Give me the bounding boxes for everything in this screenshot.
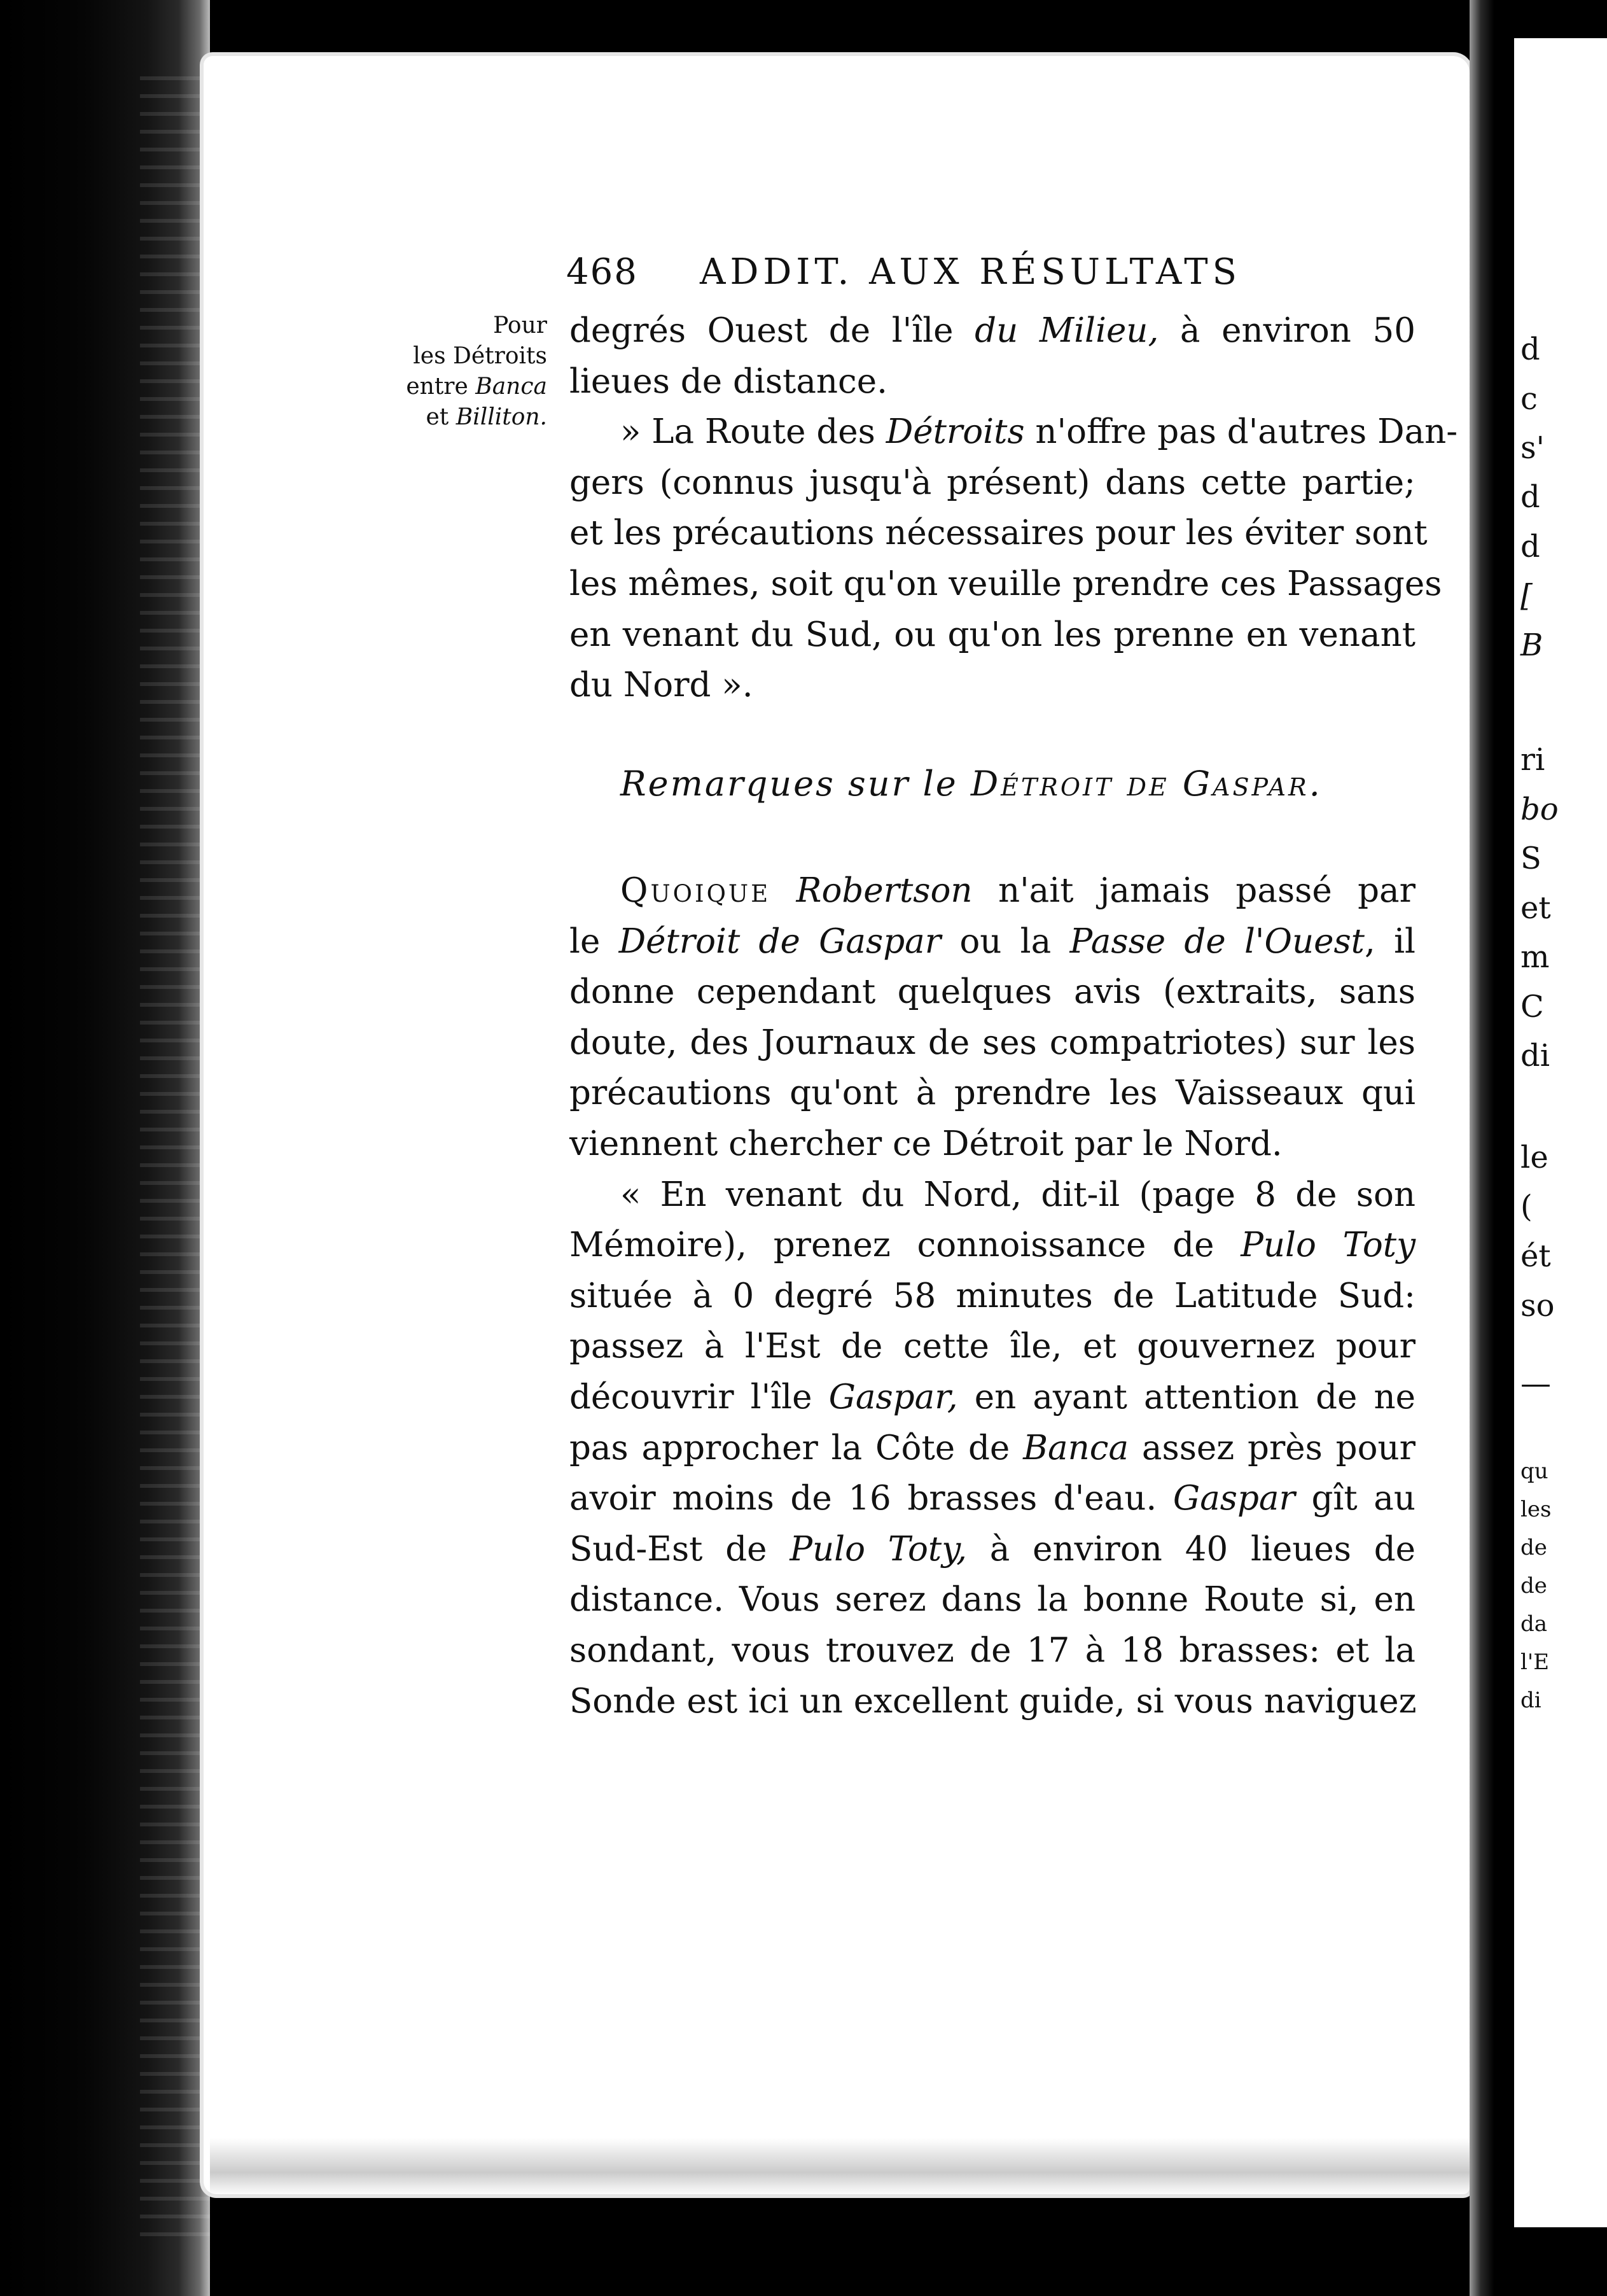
text-run: à environ 40 lieues de — [966, 1529, 1416, 1569]
text-line — [569, 1220, 1416, 1271]
text-run: ou la — [941, 921, 1070, 961]
text-run: avoir moins de 16 brasses d'eau. — [569, 1479, 1173, 1518]
text-line — [569, 865, 1416, 916]
facing-fragment: d — [1520, 529, 1540, 564]
text-line — [569, 1423, 1416, 1474]
place-name: du Milieu, — [975, 311, 1159, 350]
margin-note-place: Banca — [475, 374, 547, 400]
margin-note-line: Pour — [493, 312, 547, 339]
text-line — [569, 1473, 1416, 1524]
place-name: Gaspar, — [828, 1377, 958, 1417]
place-name: Pulo Toty, — [790, 1529, 967, 1569]
page-header — [566, 251, 1260, 296]
facing-fragment: d — [1520, 332, 1540, 367]
place-name: Banca — [1023, 1428, 1129, 1467]
text-line: située à 0 degré 58 minutes de Latitude Sud: — [569, 1276, 1416, 1315]
text-run: n'offre pas d'autres Dan- — [1024, 412, 1458, 452]
facing-fragment: — — [1520, 1366, 1551, 1401]
page-gutter — [1470, 0, 1514, 2296]
page-edge-streaks — [140, 76, 210, 2240]
facing-fragment: c — [1520, 381, 1538, 417]
text-line — [569, 1524, 1416, 1575]
margin-note-place: Billiton. — [456, 404, 547, 430]
text-run: Sud-Est de — [569, 1529, 790, 1569]
facing-fragment: d — [1520, 479, 1540, 515]
facing-fragment: B — [1520, 627, 1543, 663]
text-run: découvrir l'île — [569, 1377, 829, 1417]
text-run: n'ait jamais passé par — [972, 871, 1416, 910]
text-line: gers (connus jusqu'à présent) dans cette partie; — [569, 463, 1416, 502]
text-line: « En venant du Nord, dit-il (page 8 de son — [620, 1175, 1416, 1214]
small-caps-word: Quoique — [620, 871, 771, 910]
section-heading — [620, 764, 1377, 804]
facing-fragment: ét — [1520, 1238, 1551, 1274]
text-run: à environ 50 — [1158, 311, 1416, 350]
place-name: Passe de l'Ouest — [1069, 921, 1365, 961]
facing-fragment: m — [1520, 939, 1550, 975]
text-line: du Nord ». — [569, 666, 753, 705]
margin-note-text: et — [426, 404, 456, 430]
person-name: Robertson — [796, 871, 973, 910]
text-line: et les précautions nécessaires pour les éviter sont — [569, 514, 1428, 553]
facing-fragment: da — [1520, 1611, 1548, 1637]
page-bottom-shadow — [210, 2138, 1470, 2195]
text-line: donne cependant quelques avis (extraits, sans — [569, 972, 1416, 1012]
place-name: Pulo Toty — [1241, 1226, 1416, 1265]
margin-note-line — [388, 372, 547, 402]
facing-fragment: ( — [1520, 1189, 1533, 1224]
text-run: , il — [1364, 921, 1416, 961]
text-run: en ayant attention de ne — [957, 1377, 1416, 1417]
facing-fragment: [ — [1520, 578, 1533, 613]
text-run: » La Route des — [620, 412, 886, 452]
text-run: gît au — [1295, 1479, 1416, 1518]
text-line: distance. Vous serez dans la bonne Route si, en — [569, 1580, 1416, 1620]
text-line: en venant du Sud, ou qu'on les prenne en venant — [569, 615, 1416, 654]
body-text-bottom — [569, 865, 1416, 1726]
text-run: assez près pour — [1129, 1428, 1416, 1467]
facing-fragment: di — [1520, 1688, 1541, 1713]
text-line: les mêmes, soit qu'on veuille prendre ces Passages — [569, 564, 1442, 603]
facing-fragment: le — [1520, 1140, 1548, 1175]
facing-fragment: di — [1520, 1038, 1550, 1074]
text-run: degrés Ouest de l'île — [569, 311, 975, 350]
facing-fragment: l'E — [1520, 1649, 1550, 1675]
text-line: Sonde est ici un excellent guide, si vous naviguez — [569, 1681, 1417, 1721]
facing-fragment: ri — [1520, 742, 1545, 778]
text-run: pas approcher la Côte de — [569, 1428, 1024, 1467]
text-line: précautions qu'ont à prendre les Vaisseaux qui — [569, 1074, 1416, 1113]
text-line: lieues de distance. — [569, 361, 887, 401]
facing-fragment: S — [1520, 841, 1541, 876]
text-line — [569, 407, 1458, 458]
heading-text: Remarques sur le — [620, 764, 971, 804]
facing-fragment: bo — [1520, 792, 1559, 827]
facing-fragment: et — [1520, 890, 1551, 926]
place-name: Détroits — [886, 412, 1025, 452]
text-run: le — [569, 921, 619, 961]
facing-fragment: C — [1520, 989, 1544, 1025]
facing-fragment: de — [1520, 1535, 1547, 1560]
margin-note — [388, 311, 547, 433]
page-number: 468 — [566, 251, 638, 293]
facing-fragment: qu — [1520, 1459, 1548, 1484]
place-name: Gaspar — [1172, 1479, 1295, 1518]
facing-fragment: de — [1520, 1573, 1547, 1599]
margin-note-text: entre — [406, 374, 476, 400]
text-line — [569, 1372, 1416, 1423]
text-line — [569, 916, 1416, 967]
facing-page — [1514, 38, 1607, 2227]
facing-fragment: so — [1520, 1288, 1555, 1324]
text-line: viennent chercher ce Détroit par le Nord. — [569, 1124, 1283, 1163]
text-line — [569, 305, 1416, 356]
place-name: Détroit de Gaspar — [618, 921, 942, 961]
text-line: sondant, vous trouvez de 17 à 18 brasses: et la — [569, 1630, 1416, 1670]
running-head: ADDIT. AUX RÉSULTATS — [700, 251, 1241, 293]
text-line: doute, des Journaux de ses compatriotes) sur les — [569, 1023, 1416, 1062]
text-line: passez à l'Est de cette île, et gouvernez pour — [569, 1327, 1416, 1366]
heading-place: Détroit de Gaspar. — [970, 764, 1323, 804]
margin-note-line: les Détroits — [413, 343, 547, 369]
facing-fragment: s' — [1520, 430, 1545, 466]
margin-note-line — [388, 402, 547, 433]
facing-fragment: les — [1520, 1497, 1552, 1522]
text-run: Mémoire), prenez connoissance de — [569, 1226, 1241, 1265]
body-text-top — [569, 305, 1458, 711]
